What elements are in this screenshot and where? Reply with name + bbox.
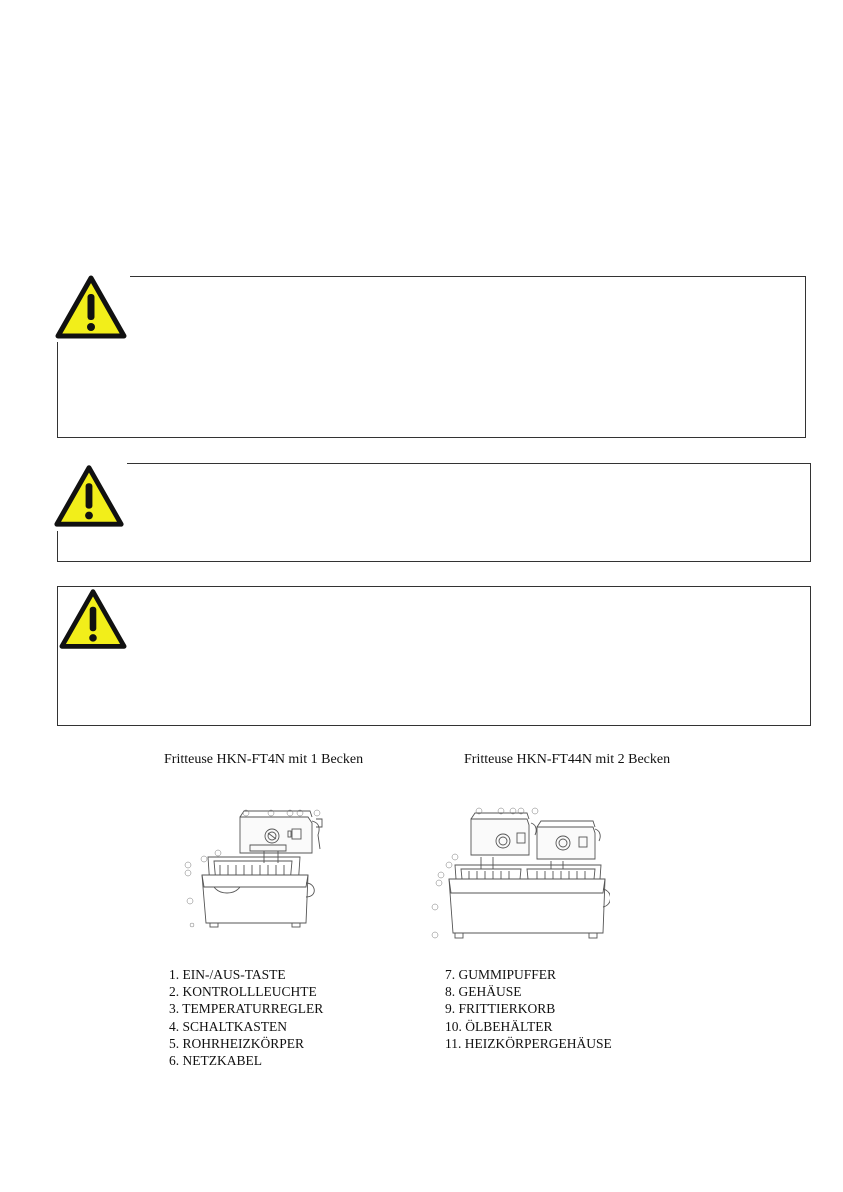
- warning-box-3: [57, 586, 811, 726]
- warning-triangle-icon: [51, 459, 127, 531]
- warning-box-1: [57, 276, 806, 438]
- figure-caption-single: Fritteuse HKN-FT4N mit 1 Becken: [164, 752, 364, 767]
- parts-legend-left: [169, 966, 323, 1069]
- legend-item: 9. FRITTIERKORB: [445, 1001, 556, 1017]
- warning-triangle-icon: [55, 586, 131, 652]
- legend-item: 10. ÖLBEHÄLTER: [445, 1018, 553, 1034]
- legend-item: 11. HEIZKÖRPERGEHÄUSE: [445, 1035, 612, 1051]
- legend-item: 4. SCHALTKASTEN: [169, 1018, 288, 1034]
- warning-box-2: [57, 463, 811, 562]
- warning-triangle-icon: [52, 270, 130, 342]
- legend-item: 2. KONTROLLLEUCHTE: [169, 984, 317, 1000]
- parts-legend-right: [445, 966, 612, 1052]
- legend-item: 7. GUMMIPUFFER: [445, 967, 557, 982]
- fryer-double-basin-illustration: [425, 805, 610, 945]
- legend-item: 8. GEHÄUSE: [445, 984, 522, 1000]
- legend-item: 5. ROHRHEIZKÖRPER: [169, 1035, 305, 1051]
- figure-caption-double: Fritteuse HKN-FT44N mit 2 Becken: [464, 752, 671, 767]
- legend-item: 6. NETZKABEL: [169, 1053, 262, 1069]
- fryer-single-basin-illustration: [180, 805, 330, 935]
- legend-item: 3. TEMPERATURREGLER: [169, 1001, 324, 1017]
- legend-item: 1. EIN-/AUS-TASTE: [169, 967, 286, 982]
